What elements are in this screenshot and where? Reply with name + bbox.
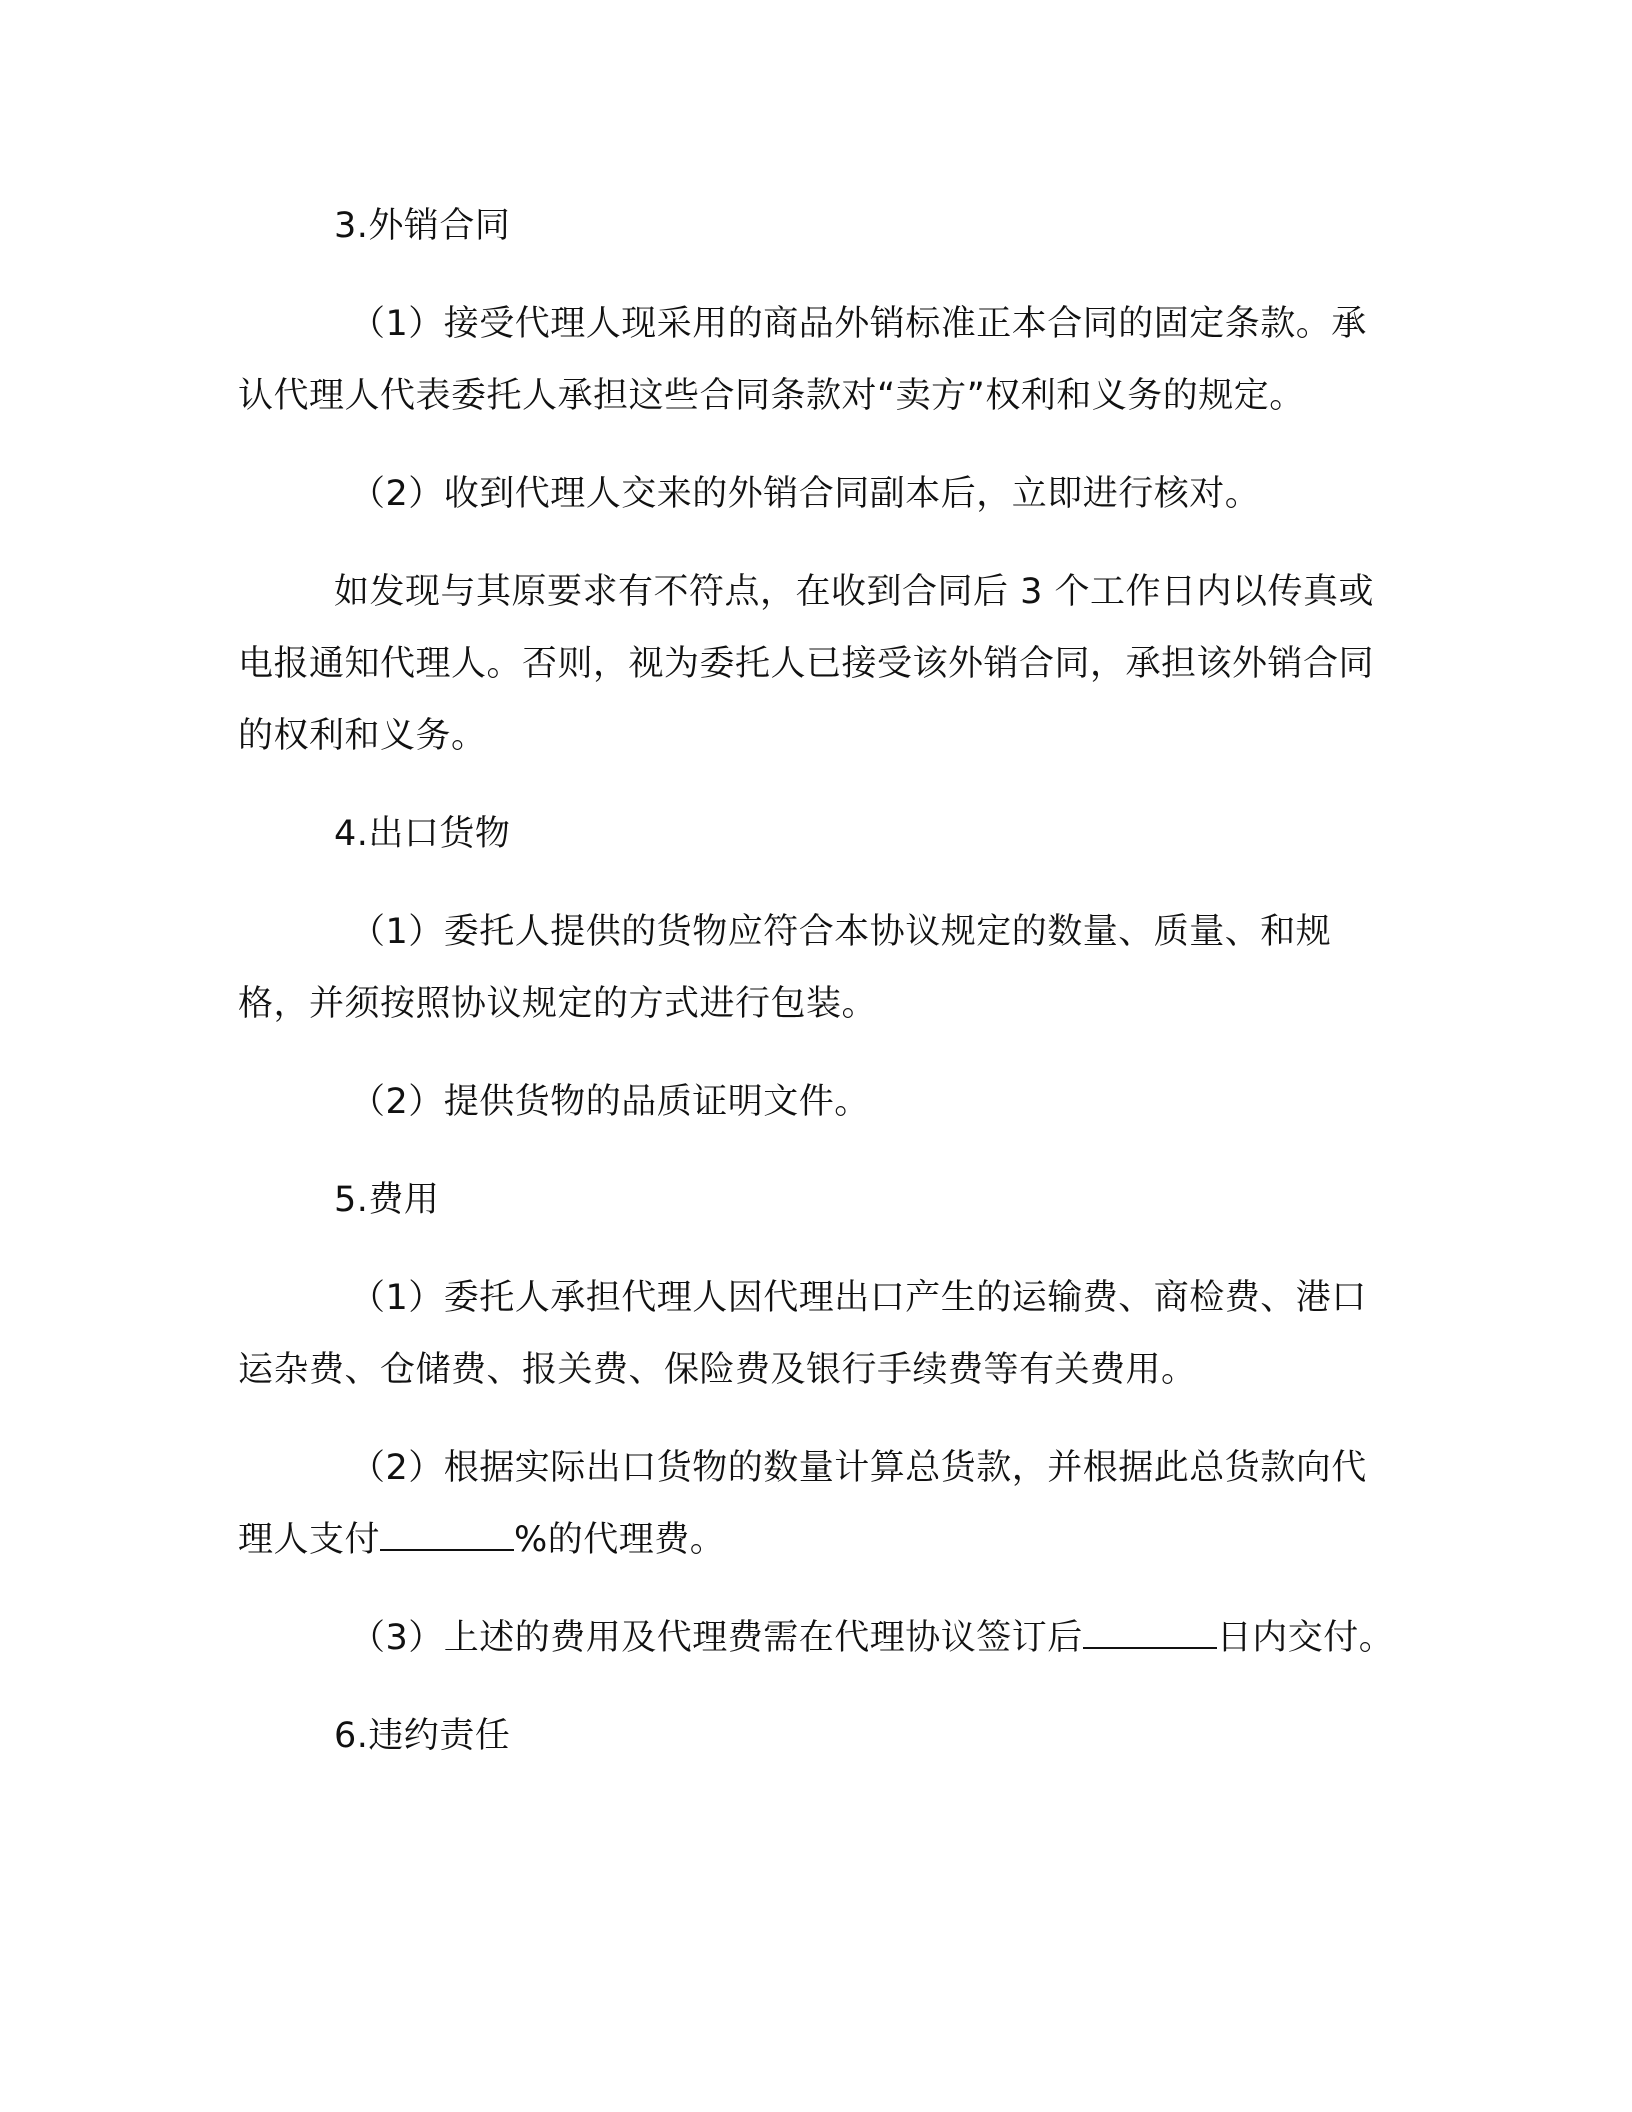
section-6-heading: 6.违约责任 — [334, 1716, 511, 1756]
section-4-item-2: （2）提供货物的品质证明文件。 — [350, 1082, 870, 1122]
section-5-item-2-text-after: %的代理费。 — [514, 1520, 726, 1560]
agency-fee-percent-blank — [380, 1515, 514, 1551]
section-4-heading: 4.出口货物 — [334, 814, 511, 854]
section-3-item-1: （1）接受代理人现采用的商品外销标准正本合同的固定条款。承认代理人代表委托人承担这些合同条款对“卖方”权利和义务的规定。 — [238, 304, 1367, 416]
payment-days-blank — [1083, 1613, 1217, 1649]
section-5-heading: 5.费用 — [334, 1180, 440, 1220]
section-5-item-3-text-before: （3）上述的费用及代理费需在代理协议签订后 — [350, 1618, 1083, 1658]
section-4-item-1: （1）委托人提供的货物应符合本协议规定的数量、质量、和规格，并须按照协议规定的方式进行包装。 — [238, 912, 1332, 1024]
section-3-heading: 3.外销合同 — [334, 206, 511, 246]
section-5-item-3-text-after: 日内交付。 — [1216, 1618, 1395, 1658]
section-5-item-3 — [238, 1602, 1398, 1674]
document-body — [238, 190, 1398, 1798]
section-5-item-2-text-before: （2）根据实际出口货物的数量计算总货款，并根据此总货款向代理人支付 — [238, 1448, 1367, 1560]
section-3-paragraph: 如发现与其原要求有不符点，在收到合同后 3 个工作日内以传真或电报通知代理人。否则，视为委托人已接受该外销合同，承担该外销合同的权利和义务。 — [238, 572, 1375, 756]
section-5-item-2 — [238, 1432, 1398, 1576]
section-5-item-1: （1）委托人承担代理人因代理出口产生的运输费、商检费、港口运杂费、仓储费、报关费、保险费及银行手续费等有关费用。 — [238, 1278, 1367, 1390]
section-3-item-2: （2）收到代理人交来的外销合同副本后，立即进行核对。 — [350, 474, 1261, 514]
